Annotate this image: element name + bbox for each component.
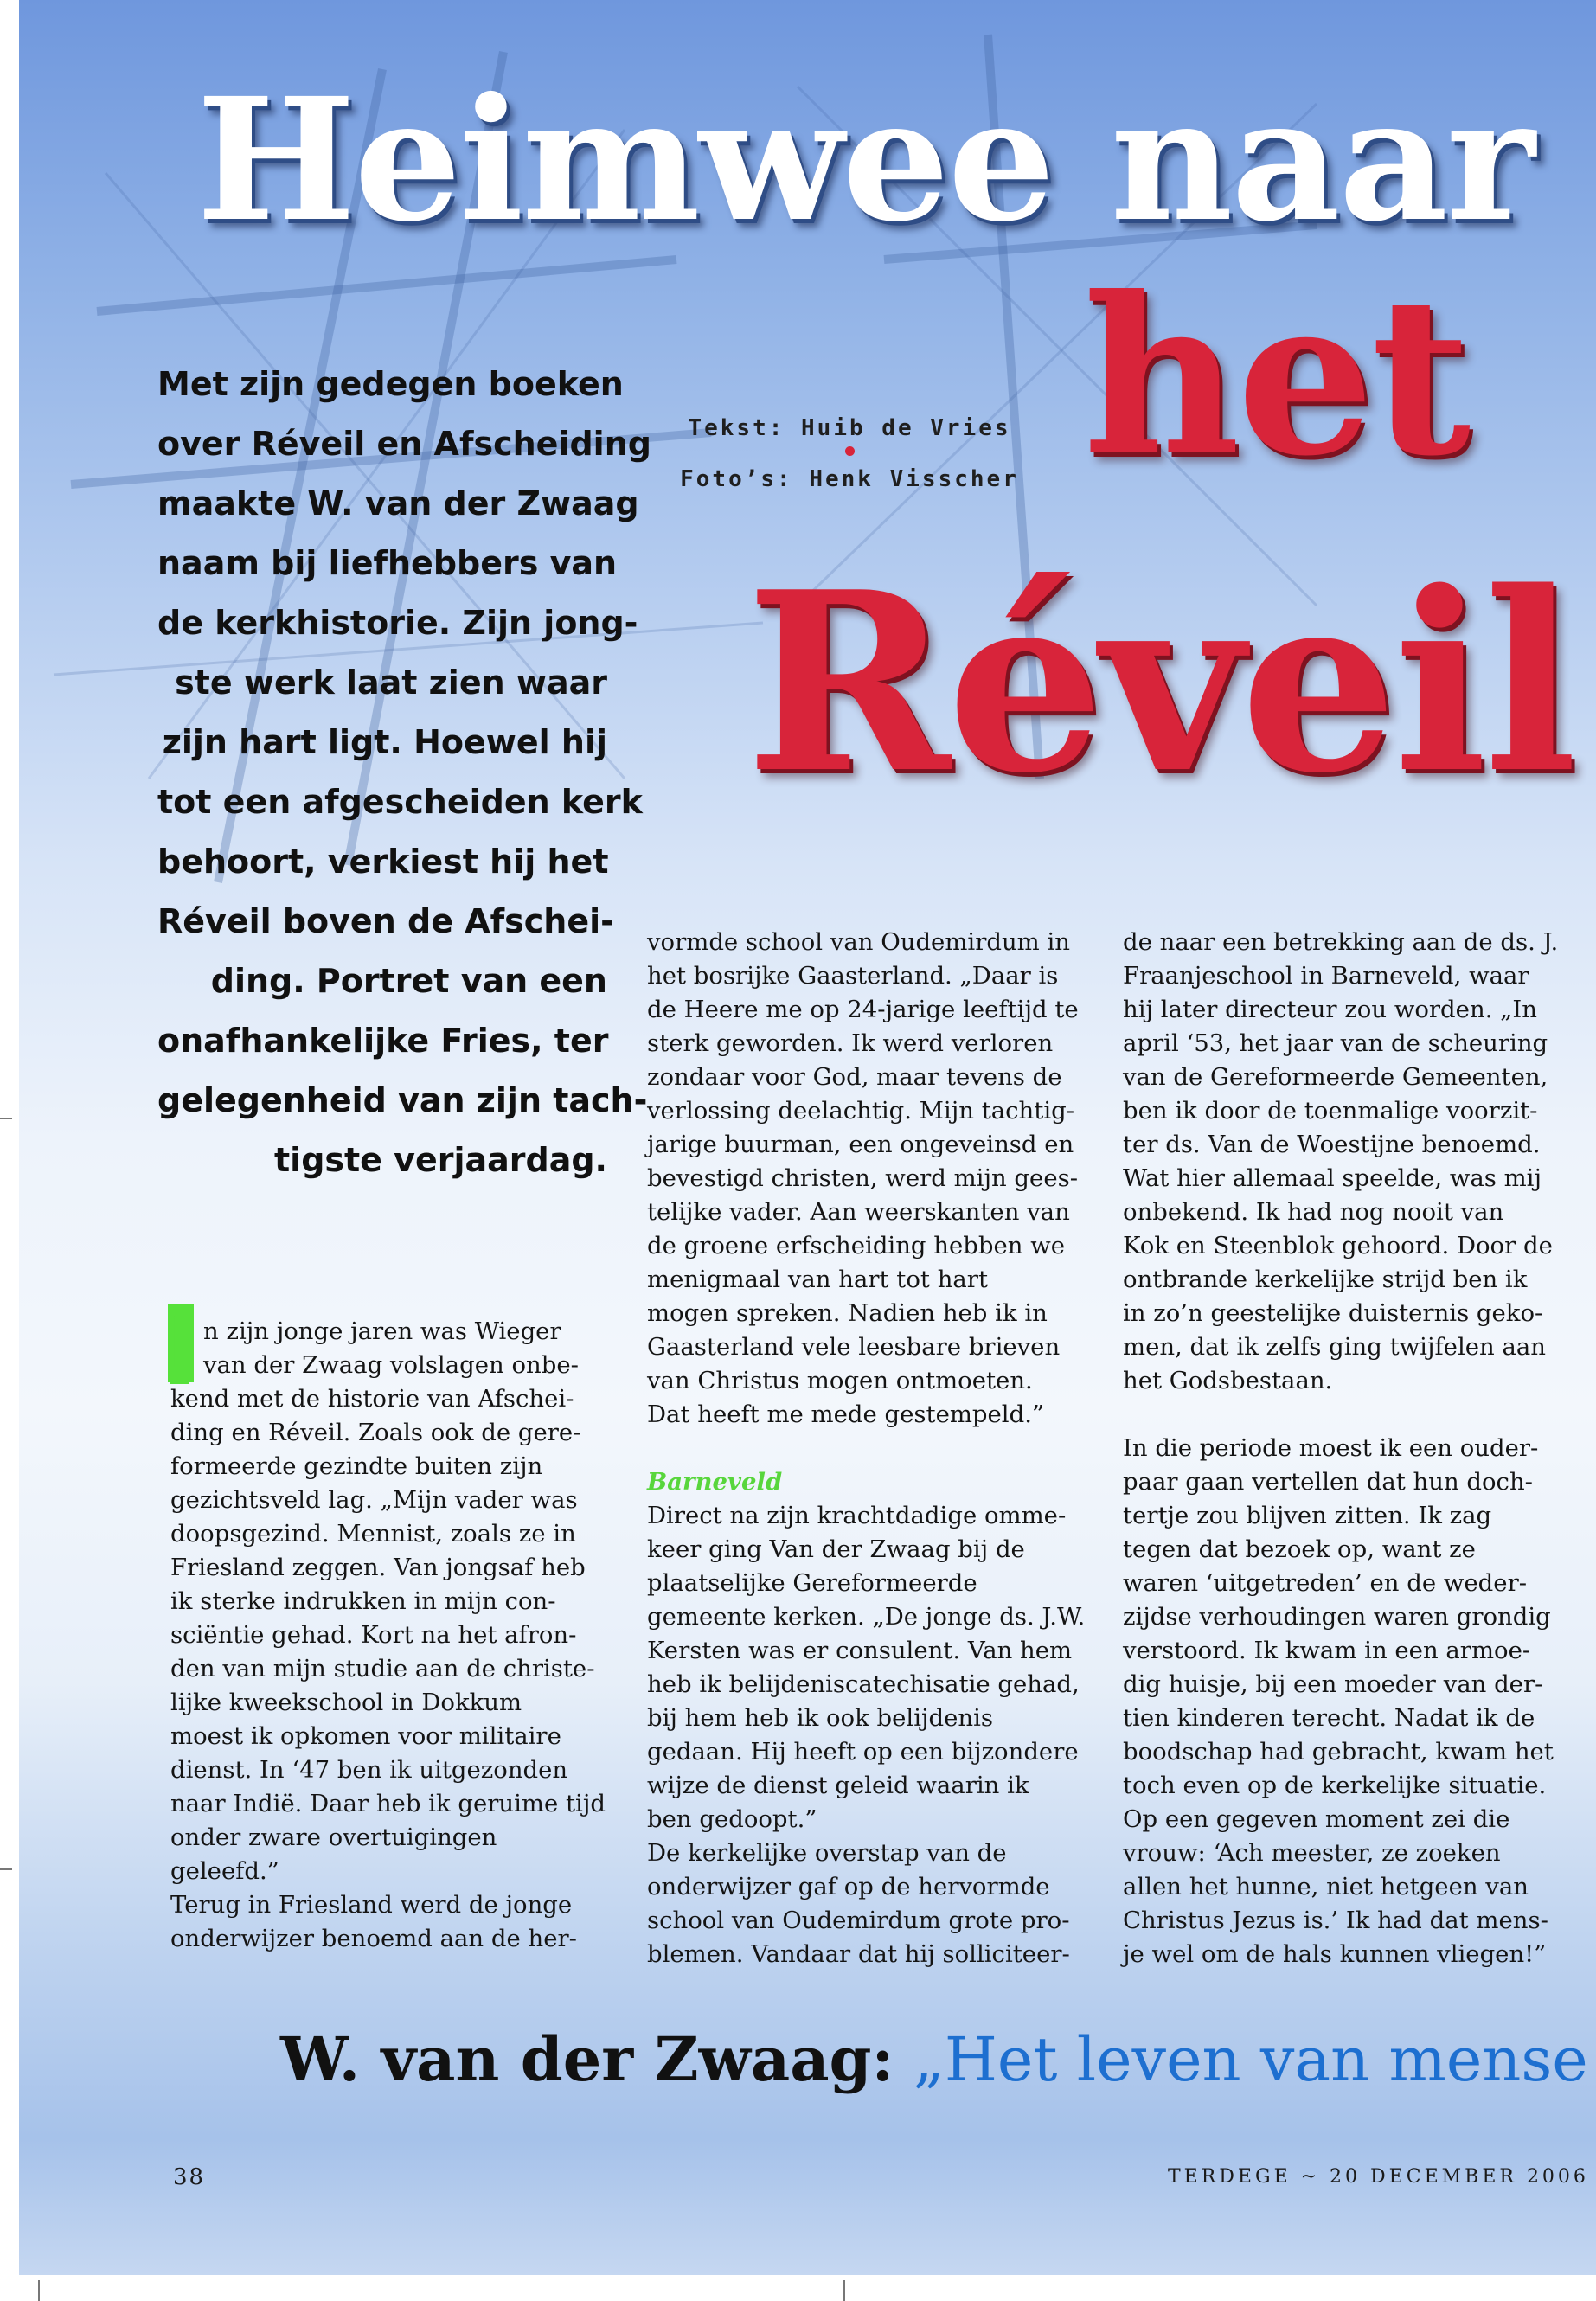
text-line: Kok en Steenblok gehoord. Door de [1123,1232,1553,1259]
text-line: paar gaan vertellen dat hun doch- [1123,1468,1533,1496]
text-line: In die periode moest ik een ouder- [1123,1434,1539,1462]
text-line: formeerde gezindte buiten zijn [170,1452,543,1480]
text-line: geleefd.” [170,1857,279,1885]
text-line: ontbrande kerkelijke strijd ben ik [1123,1266,1528,1293]
text-line: Friesland zeggen. Van jongsaf heb [170,1554,586,1581]
text-line: de Heere me op 24-jarige leeftijd te [647,996,1079,1023]
text-line: blemen. Vandaar dat hij solliciteer- [647,1940,1070,1968]
text-line: De kerkelijke overstap van de [647,1839,1007,1867]
subheading-barneveld: Barneveld [647,1468,783,1496]
text-line: toch even op de kerkelijke situatie. [1123,1772,1547,1799]
text-line: verlossing deelachtig. Mijn tachtig- [647,1097,1075,1125]
intro-line: Met zijn gedegen boeken [157,365,624,403]
text-line: verstoord. Ik kwam in een armoe- [1123,1637,1531,1664]
text-line: het bosrijke Gaasterland. „Daar is [647,962,1059,990]
pull-quote-banner [280,2021,1588,2099]
article-column-3 [1123,926,1559,1971]
text-line: Gaasterland vele leesbare brieven [647,1333,1061,1361]
crop-mark [0,1868,12,1870]
text-line: vormde school van Oudemirdum in [647,928,1070,956]
text-line: onbekend. Ik had nog nooit van [1123,1198,1504,1226]
intro-line: tigste verjaardag. [274,1141,607,1179]
text-line: ding en Réveil. Zoals ook de gere- [170,1419,581,1446]
text-line: n zijn jonge jaren was Wieger [203,1317,561,1345]
red-dot-separator [845,446,855,456]
text-line: ik sterke indrukken in mijn con- [170,1587,556,1615]
text-line: Dat heeft me mede gestempeld.” [647,1400,1045,1428]
crop-mark [38,2280,40,2301]
paragraph-gap [1123,1398,1555,1432]
text-line: Fraanjeschool in Barneveld, waar [1123,962,1529,990]
text-line: Terug in Friesland werd de jonge [170,1891,573,1919]
text-line: den van mijn studie aan de christe- [170,1655,595,1682]
headline-line-2: het [1083,249,1468,503]
text-line: gezichtsveld lag. „Mijn vader was [170,1486,578,1514]
headline-line-3: Réveil [746,538,1574,828]
headline-line-1: Heimwee naar [196,61,1534,259]
intro-line: tot een afgescheiden kerk [157,783,643,821]
article-column-2 [647,926,1086,1971]
magazine-page [19,0,1596,2275]
publication-footer: TERDEGE ~ 20 DECEMBER 2006 [1168,2166,1589,2188]
text-line: plaatselijke Gereformeerde [647,1569,977,1597]
text-line: doopsgezind. Mennist, zoals ze in [170,1520,576,1548]
text-line: bij hem heb ik ook belijdenis [647,1704,994,1732]
text-line: sciëntie gehad. Kort na het afron- [170,1621,577,1649]
text-line: waren ‘uitgetreden’ en de weder- [1123,1569,1528,1597]
text-line: naar Indië. Daar heb ik geruime tijd [170,1790,606,1817]
text-line: Kersten was er consulent. Van hem [647,1637,1073,1664]
text-line: Op een gegeven moment zei die [1123,1805,1510,1833]
author-credit: Tekst: Huib de Vries [688,415,1011,441]
crop-mark [0,1118,12,1119]
text-line: wijze de dienst geleid waarin ik [647,1772,1029,1799]
intro-paragraph [157,355,651,1190]
text-line: zijdse verhoudingen waren grondig [1123,1603,1551,1631]
text-line: van der Zwaag volslagen onbe- [203,1351,579,1379]
text-line: ter ds. Van de Woestijne benoemd. [1123,1131,1541,1158]
text-line: men, dat ik zelfs ging twijfelen aan [1123,1333,1546,1361]
text-line: van de Gereformeerde Gemeenten, [1123,1063,1548,1091]
text-line: bevestigd christen, werd mijn gees- [647,1164,1078,1192]
text-line: hij later directeur zou worden. „In [1123,996,1537,1023]
text-line: gedaan. Hij heeft op een bijzondere [647,1738,1079,1766]
intro-line: ding. Portret van een [210,962,607,1000]
text-line: onderwijzer gaf op de hervormde [647,1873,1050,1900]
text-line: dig huisje, bij een moeder van der- [1123,1670,1543,1698]
text-line: vrouw: ‘Ach meester, ze zoeken [1123,1839,1501,1867]
intro-line: zijn hart ligt. Hoewel hij [162,723,607,761]
text-line: sterk geworden. Ik werd verloren [647,1029,1054,1057]
intro-line: ste werk laat zien waar [175,663,607,702]
text-line: keer ging Van der Zwaag bij de [647,1535,1025,1563]
text-line: jarige buurman, een ongeveinsd en [647,1131,1074,1158]
photo-credit: Foto’s: Henk Visscher [680,466,1019,492]
text-line: onderwijzer benoemd aan de her- [170,1925,577,1952]
byline [676,415,1022,492]
intro-line: onafhankelijke Fries, ter [157,1022,609,1060]
text-line: lijke kweekschool in Dokkum [170,1689,522,1716]
intro-line: gelegenheid van zijn tach- [157,1081,648,1119]
text-line: heb ik belijdeniscatechisatie gehad, [647,1670,1080,1698]
intro-line: over Réveil en Afscheiding [157,425,651,463]
text-line: van Christus mogen ontmoeten. [647,1367,1033,1394]
text-line: in zo’n geestelijke duisternis geko- [1123,1299,1543,1327]
intro-line: naam bij liefhebbers van [157,544,618,582]
text-line: tien kinderen terecht. Nadat ik de [1123,1704,1535,1732]
text-line: ben ik door de toenmalige voorzit- [1123,1097,1538,1125]
text-line: het Godsbestaan. [1123,1367,1333,1394]
drop-cap-letter: I [168,1303,194,1383]
intro-line: de kerkhistorie. Zijn jong- [157,604,638,642]
text-line: moest ik opkomen voor militaire [170,1722,561,1750]
intro-line: behoort, verkiest hij het [157,843,609,881]
pull-quote-text: „Het leven van mense [913,2024,1588,2095]
text-line: dienst. In ‘47 ben ik uitgezonden [170,1756,568,1784]
text-line: Wat hier allemaal speelde, was mij [1123,1164,1542,1192]
pull-quote-speaker: W. van der Zwaag: [280,2023,894,2095]
intro-line: maakte W. van der Zwaag [157,484,639,522]
text-line: tertje zou blijven zitten. Ik zag [1123,1502,1492,1529]
text-line: de groene erfscheiding hebben we [647,1232,1066,1259]
text-line: Direct na zijn krachtdadige omme- [647,1502,1067,1529]
intro-line: Réveil boven de Afschei- [157,902,614,940]
text-line: tegen dat bezoek op, want ze [1123,1535,1476,1563]
text-line: de naar een betrekking aan de ds. J. [1123,928,1559,956]
text-line: gemeente kerken. „De jonge ds. J.W. [647,1603,1086,1631]
page-number: 38 [173,2164,206,2190]
text-line: school van Oudemirdum grote pro- [647,1907,1070,1934]
text-line: kend met de historie van Afschei- [170,1385,574,1413]
paragraph-gap [647,1432,1080,1465]
text-line: Christus Jezus is.’ Ik had dat mens- [1123,1907,1548,1934]
article-column-1 [170,1315,606,1956]
text-line: telijke vader. Aan weerskanten van [647,1198,1070,1226]
text-line: menigmaal van hart tot hart [647,1266,988,1293]
text-line: mogen spreken. Nadien heb ik in [647,1299,1048,1327]
text-line: je wel om de hals kunnen vliegen!” [1123,1940,1547,1968]
text-line: zondaar voor God, maar tevens de [647,1063,1062,1091]
text-line: ben gedoopt.” [647,1805,817,1833]
crop-mark [843,2280,845,2301]
text-line: onder zware overtuigingen [170,1823,497,1851]
text-line: april ‘53, het jaar van de scheuring [1123,1029,1548,1057]
text-line: allen het hunne, niet hetgeen van [1123,1873,1529,1900]
text-line: boodschap had gebracht, kwam het [1123,1738,1554,1766]
